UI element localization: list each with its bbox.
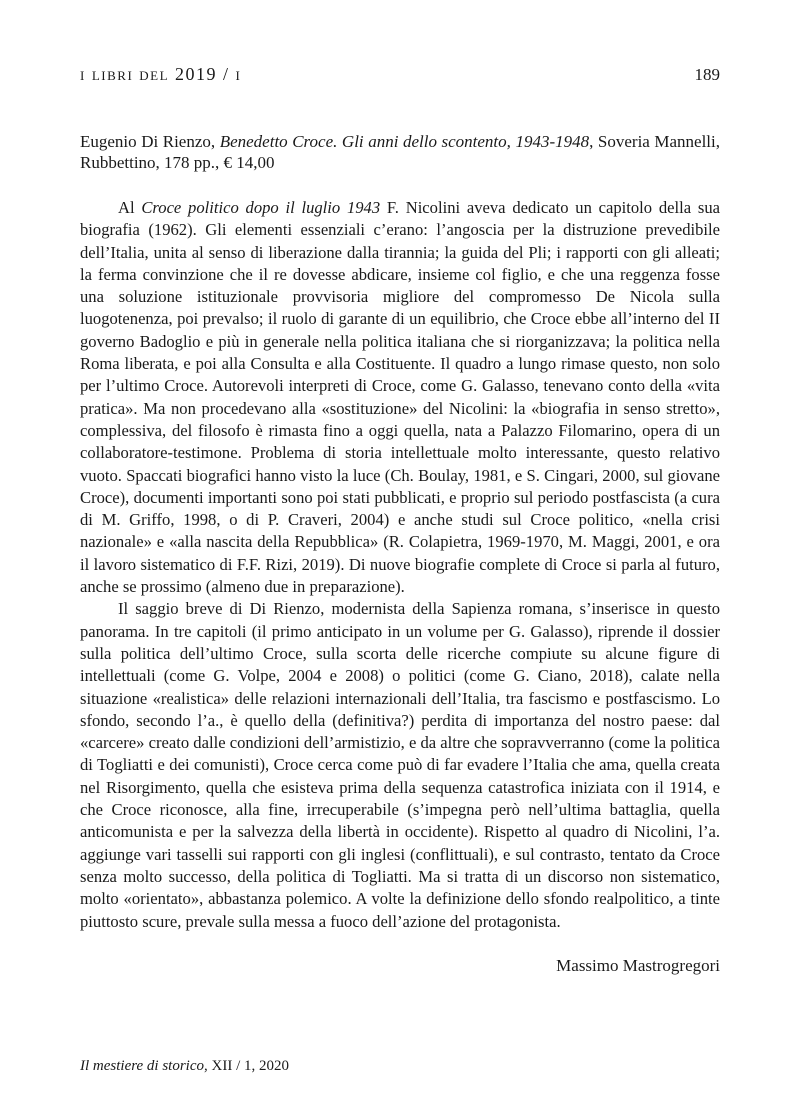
running-head <box>80 64 720 85</box>
paragraph-1-text: F. Nicolini aveva dedicato un capitolo della sua biografia (1962). Gli elementi essenziali c’erano: l’angoscia per la distruzione prevedibile dell’Italia, unita al senso di liberazione dalla tirannia; la guida del Pli; i rapporti con gli alleati; la ferma convinzione che il re dovesse abdicare, insieme col figlio, e che una reggenza fosse una soluzione istituzionale provvisoria migliore del compromesso De Nicola sulla luogotenenza, poi prevalso; il ruolo di garante di un equilibrio, che Croce ebbe all’interno del II governo Badoglio e più in generale nella politica italiana che si riorganizzava; la politica nella Roma liberata, e poi alla Consulta e alla Costituente. Il quadro a lungo rimase questo, non solo per l’ultimo Croce. Autorevoli interpreti di Croce, come G. Galasso, tenevano conto della «vita pratica». Ma non procedevano alla «sostituzione» del Nicolini: la «biografia in senso stretto», complessiva, del filosofo è rimasta fino a oggi quella, nata a Palazzo Filomarino, opera di un collaboratore-testimone. Problema di storia intellettuale molto interessante, questo relativo vuoto. Spaccati biografici hanno visto la luce (Ch. Boulay, 1981, e S. Cingari, 2000, sul giovane Croce), documenti importanti sono poi stati pubblicati, e proprio sul periodo postfascista (a cura di M. Griffo, 1998, o di P. Craveri, 2004) e anche studi sul Croce politico, «nella crisi nazionale» e «alla nascita della Repubblica» (R. Colapietra, 1969-1970, M. Maggi, 2001, e ora il lavoro sistematico di F.F. Rizi, 2019). Di nuove biografie complete di Croce si parla al futuro, anche se prossimo (almeno due in preparazione). <box>80 198 720 597</box>
book-citation <box>80 131 720 173</box>
page-number: 189 <box>694 65 720 84</box>
citation-title: Benedetto Croce. Gli anni dello scontento, 1943-1948 <box>219 132 590 151</box>
reviewer-signature: Massimo Mastrogregori <box>556 956 720 975</box>
paragraph-1-italic-title: Croce politico dopo il luglio 1943 <box>141 198 381 217</box>
review-body <box>80 197 720 933</box>
citation-author: Eugenio Di Rienzo, <box>80 132 220 151</box>
paragraph-2: Il saggio breve di Di Rienzo, modernista della Sapienza romana, s’inserisce in questo panorama. In tre capitoli (il primo anticipato in un volume per G. Galasso), riprende il dossier sulla politica dell’ultimo Croce, sulla scorta delle ricerche compiute su alcune figure di intellettuali (come G. Volpe, 2004 e 2008) o politici (come G. Ciano, 2018), calate nella situazione «realistica» delle relazioni internazionali dell’Italia, tra fascismo e postfascismo. Lo sfondo, secondo l’a., è quello della (definitiva?) perdita di importanza del nostro paese: dal «carcere» creato dalle condizioni dell’armistizio, e da altre che sopravverranno (come la politica di Togliatti e dei comunisti), Croce cerca come può di far evadere l’Italia che ama, quella creata nel Risorgimento, quella che esisteva prima della sequenza catastrofica iniziata con il 1914, e che Croce riconosce, alla fine, irrecuperabile (s’impegna però nell’ultima battaglia, quella anticomunista e per la salvezza della libertà in occidente). Rispetto al quadro di Nicolini, l’a. aggiunge vari tasselli sui rapporti con gli inglesi (conflittuali), e sul contrasto, tentato da Croce senza molto successo, della politica di Togliatti. Ma si tratta di un discorso non sistematico, molto «orientato», abbastanza polemico. A volte la definizione dello sfondo realpolitico, a tinte piuttosto scure, prevale sulla messa a fuoco dell’azione del protagonista. <box>80 599 720 931</box>
page-footer <box>80 1058 289 1075</box>
journal-name: Il mestiere di storico <box>80 1058 205 1074</box>
section-title: i libri del 2019 / i <box>80 64 242 84</box>
paragraph-1-lead: Al <box>118 198 142 217</box>
journal-issue: , XII / 1, 2020 <box>204 1058 290 1074</box>
paragraph-1 <box>80 197 720 598</box>
citation-publication: , Soveria Mannelli, Rubbettino, 178 pp., € 14,00 <box>80 132 721 172</box>
